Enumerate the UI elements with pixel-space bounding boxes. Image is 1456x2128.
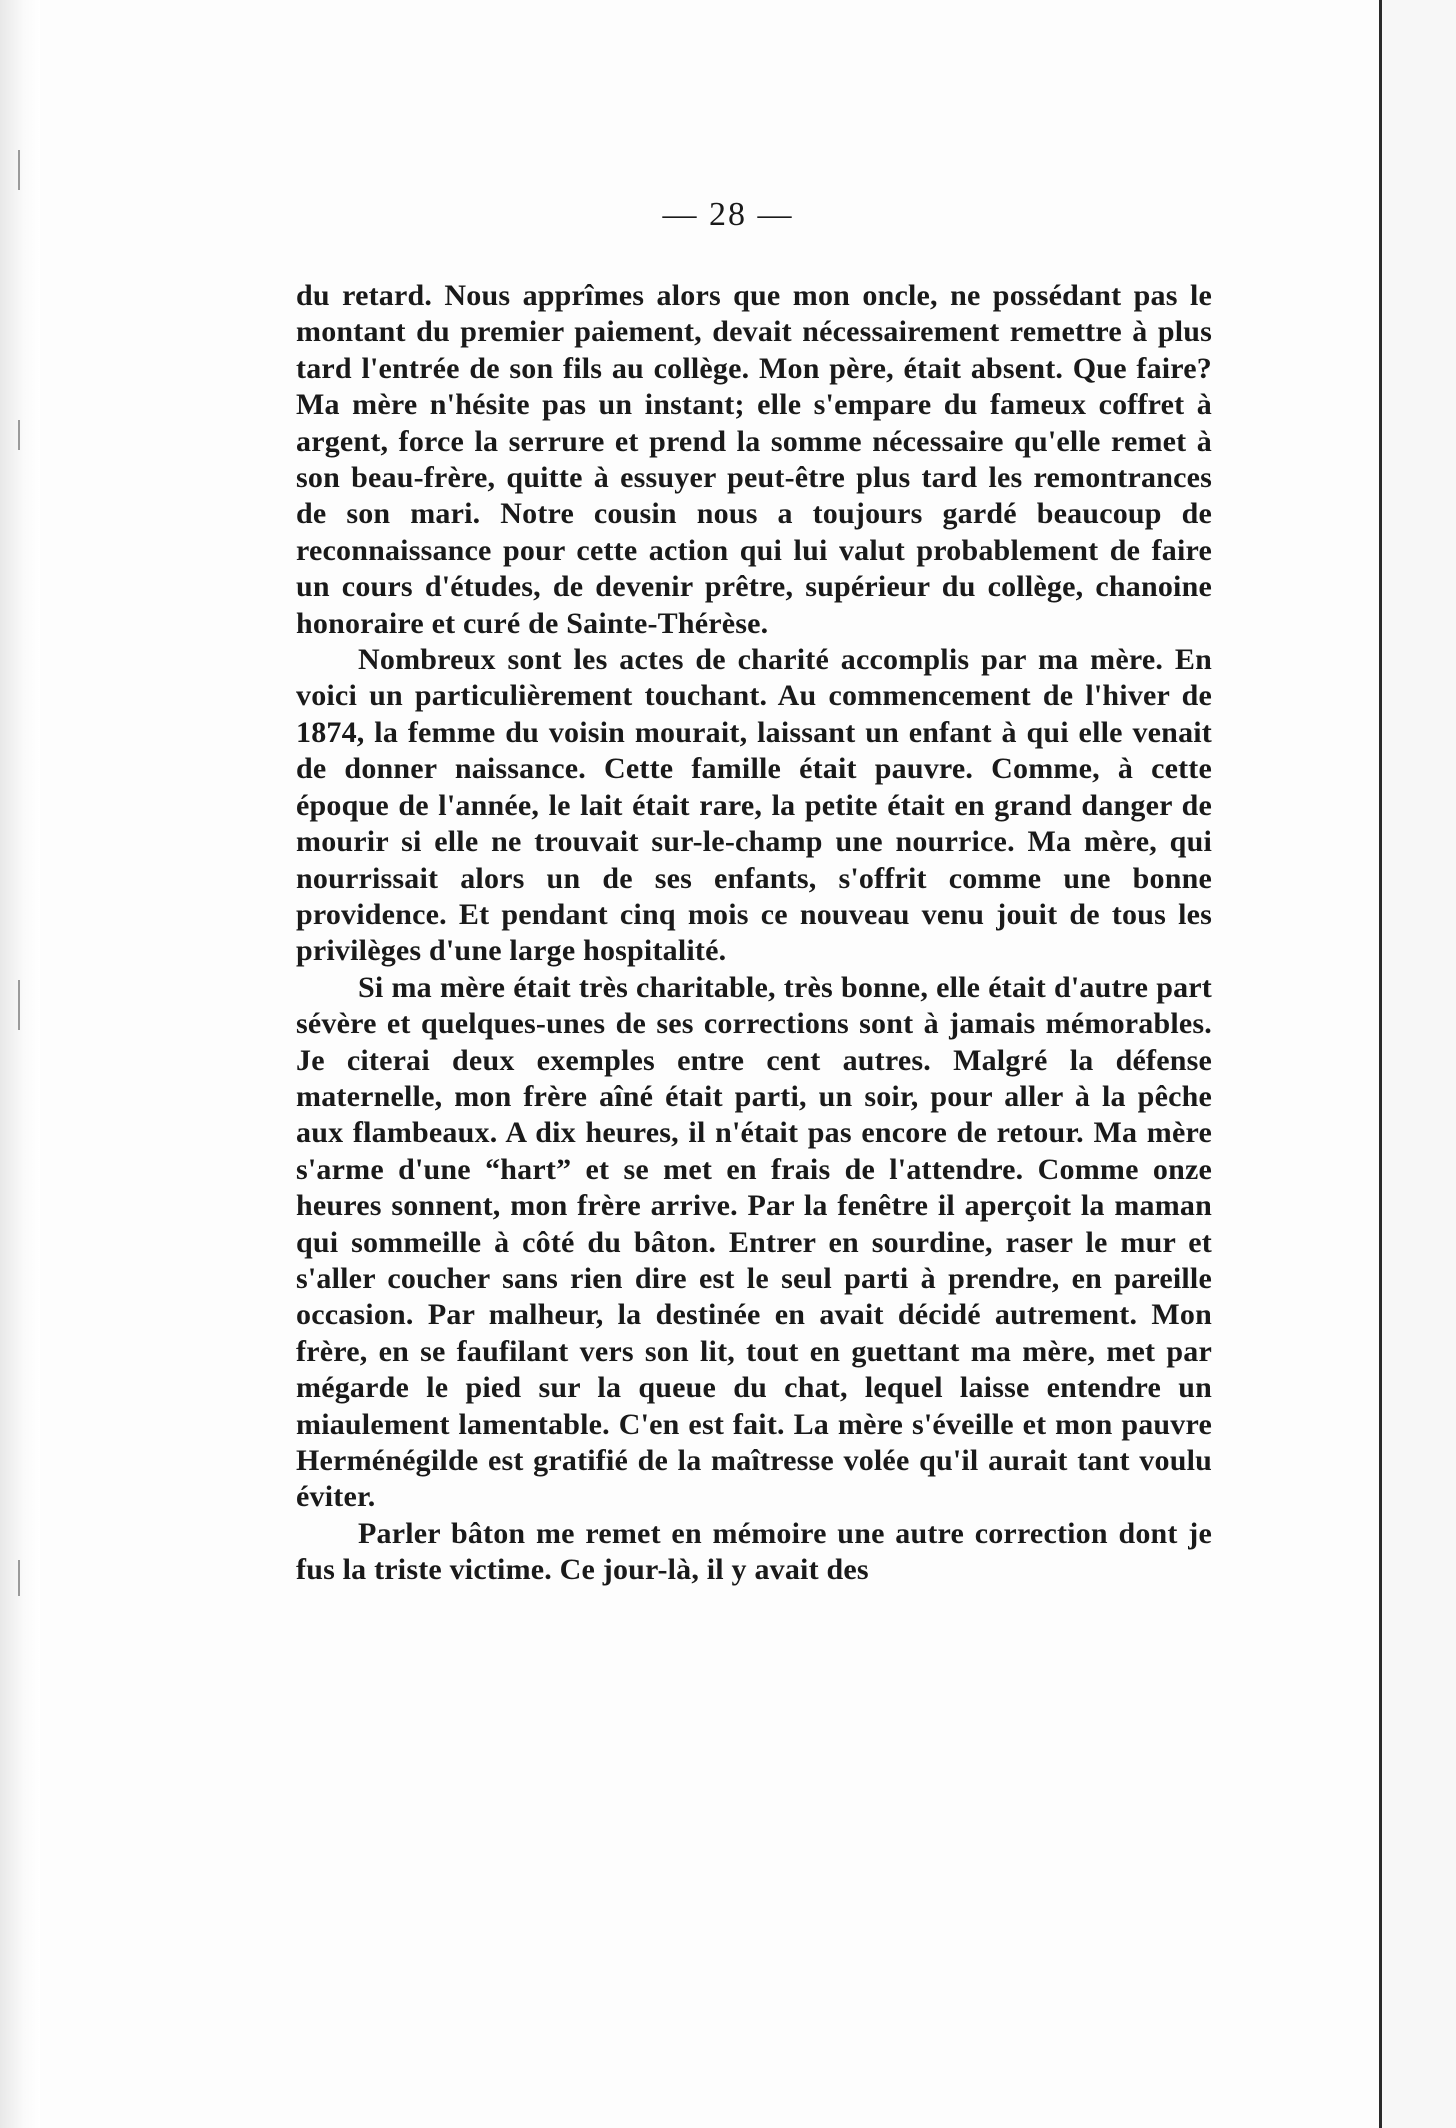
body-text bbox=[296, 278, 1212, 1589]
paragraph: Si ma mère était très charitable, très bonne, elle était d'autre part sévère et quelques-unes de ses corrections sont à jamais mémorables. Je citerai deux exemples entre cent autres. Malgré la défense maternelle, mon frère aîné était parti, un soir, pour aller à la pêche aux flambeaux. A dix heures, il n'était pas encore de retour. Ma mère s'arme d'une “hart” et se met en frais de l'attendre. Comme onze heures sonnent, mon frère arrive. Par la fenêtre il aperçoit la maman qui sommeille à côté du bâton. Entrer en sourdine, raser le mur et s'aller coucher sans rien dire est le seul parti à prendre, en pareille occasion. Par malheur, la destinée en avait décidé autrement. Mon frère, en se faufilant vers son lit, tout en guettant ma mère, met par mégarde le pied sur la queue du chat, lequel laisse entendre un miaulement lamentable. C'en est fait. La mère s'éveille et mon pauvre Herménégilde est gratifié de la maîtresse volée qu'il aurait tant voulu éviter. bbox=[296, 970, 1212, 1514]
paragraph: Parler bâton me remet en mémoire une autre correction dont je fus la triste victime. Ce jour-là, il y avait des bbox=[296, 1516, 1212, 1587]
paragraph: Nombreux sont les actes de charité accomplis par ma mère. En voici un particulièrement touchant. Au commencement de l'hiver de 1874, la femme du voisin mourait, laissant un enfant à qui elle venait de donner naissance. Cette famille était pauvre. Comme, à cette époque de l'année, le lait était rare, la petite était en grand danger de mourir si elle ne trouvait sur-le-champ une nourrice. Ma mère, qui nourrissait alors un de ses enfants, s'offrit comme une bonne providence. Et pendant cinq mois ce nouveau venu jouit de tous les privilèges d'une large hospitalité. bbox=[296, 643, 1212, 968]
right-page-edge bbox=[1379, 0, 1456, 2128]
scan-artifact bbox=[18, 980, 20, 1030]
scan-artifact bbox=[18, 1560, 20, 1596]
scan-artifact bbox=[18, 420, 20, 450]
scan-artifact bbox=[18, 150, 20, 190]
paragraph: du retard. Nous apprîmes alors que mon oncle, ne possédant pas le montant du premier paiement, devait nécessairement remettre à plus tard l'entrée de son fils au collège. Mon père, était absent. Que faire? Ma mère n'hésite pas un instant; elle s'empare du fameux coffret à argent, force la serrure et prend la somme nécessaire qu'elle remet à son beau-frère, quitte à essuyer peut-être plus tard les remontrances de son mari. Notre cousin nous a toujours gardé beaucoup de reconnaissance pour cette action qui lui valut probablement de faire un cours d'études, de devenir prêtre, supérieur du collège, chanoine honoraire et curé de Sainte-Thérèse. bbox=[296, 279, 1212, 640]
left-binding-edge bbox=[0, 0, 40, 2128]
page-number: — 28 — bbox=[662, 196, 794, 233]
